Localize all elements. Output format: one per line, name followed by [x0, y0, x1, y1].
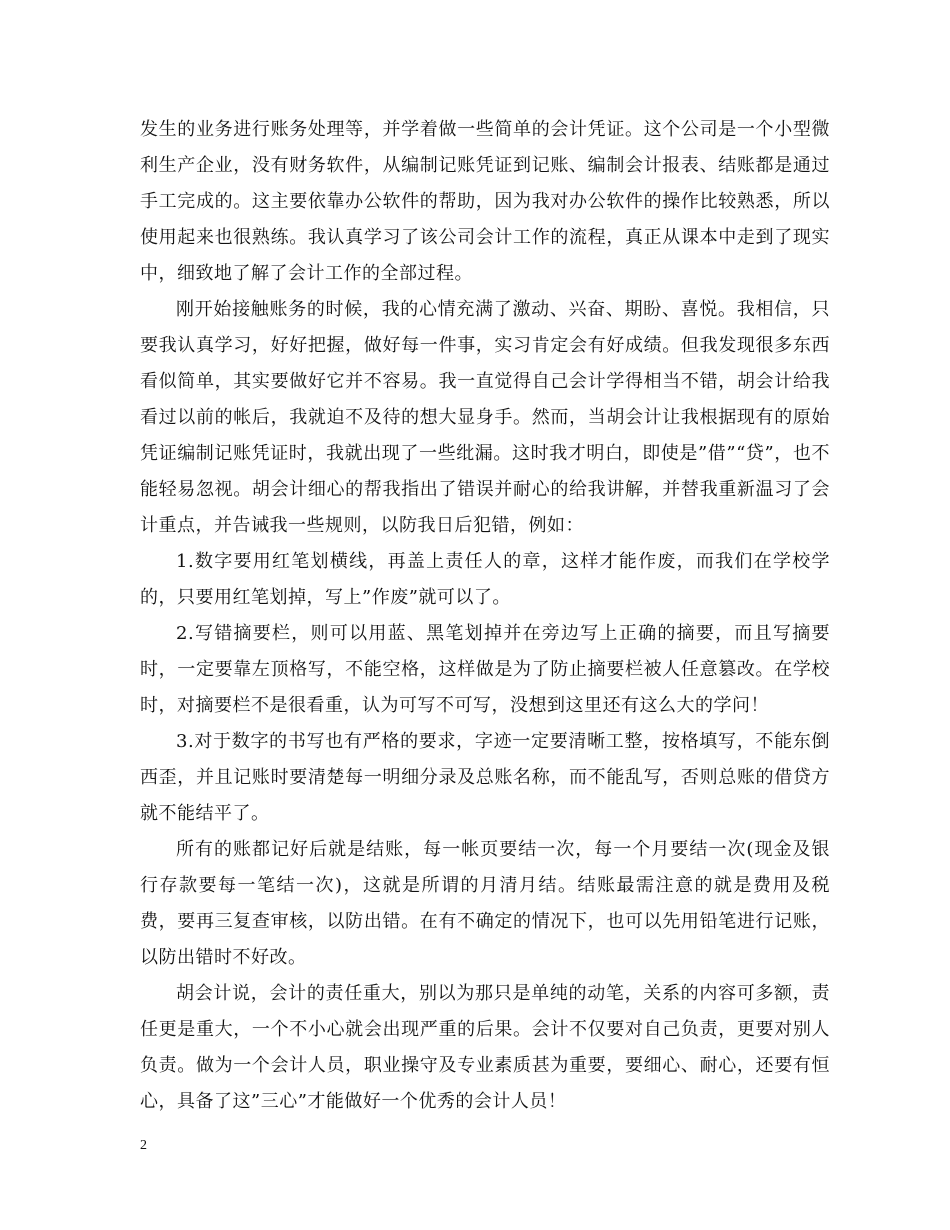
page-number: 2 [140, 1138, 147, 1153]
paragraph-closing-accounts: 所有的账都记好后就是结账，每一帐页要结一次，每一个月要结一次(现金及银行存款要每一笔结一次)，这就是所谓的月清月结。结账最需注意的就是费用及税费，要再三复查审核，以防出错。在有不确定的情况下，也可以先用铅笔进行记账，以防出错时不好改。 [140, 839, 830, 968]
paragraph-continuation: 发生的业务进行账务处理等，并学着做一些简单的会计凭证。这个公司是一个小型微利生产企业，没有财务软件，从编制记账凭证到记账、编制会计报表、结账都是通过手工完成的。这主要依靠办公软件的帮助，因为我对办公软件的操作比较熟悉，所以使用起来也很熟练。我认真学习了该公司会计工作的流程，真正从课本中走到了现实中，细致地了解了会计工作的全部过程。 [140, 119, 830, 284]
list-item-rule-2: 2.写错摘要栏，则可以用蓝、黑笔划掉并在旁边写上正确的摘要，而且写摘要时，一定要靠左顶格写，不能空格，这样做是为了防止摘要栏被人任意篡改。在学校时，对摘要栏不是很看重，认为可写不可写，没想到这里还有这么大的学问！ [140, 623, 830, 716]
paragraph-first-contact: 刚开始接触账务的时候，我的心情充满了激动、兴奋、期盼、喜悦。我相信，只要我认真学习，好好把握，做好每一件事，实习肯定会有好成绩。但我发现很多东西看似简单，其实要做好它并不容易。我一直觉得自己会计学得相当不错，胡会计给我看过以前的帐后，我就迫不及待的想大显身手。然而，当胡会计让我根据现有的原始凭证编制记账凭证时，我就出现了一些纰漏。这时我才明白，即使是”借”“贷”，也不能轻易忽视。胡会计细心的帮我指出了错误并耐心的给我讲解，并替我重新温习了会计重点，并告诫我一些规则，以防我日后犯错，例如： [140, 299, 830, 536]
list-item-rule-1: 1.数字要用红笔划横线，再盖上责任人的章，这样才能作废，而我们在学校学的，只要用红笔划掉，写上”作废”就可以了。 [140, 551, 830, 608]
paragraph-responsibility: 胡会计说，会计的责任重大，别以为那只是单纯的动笔，关系的内容可多额，责任更是重大，一个不小心就会出现严重的后果。会计不仅要对自己负责，更要对别人负责。做为一个会计人员，职业操守及专业素质甚为重要，要细心、耐心，还要有恒心，具备了这”三心”才能做好一个优秀的会计人员！ [140, 983, 830, 1112]
list-item-rule-3: 3.对于数字的书写也有严格的要求，字迹一定要清晰工整，按格填写，不能东倒西歪，并且记账时要清楚每一明细分录及总账名称，而不能乱写，否则总账的借贷方就不能结平了。 [140, 731, 830, 824]
document-body [140, 112, 830, 1120]
